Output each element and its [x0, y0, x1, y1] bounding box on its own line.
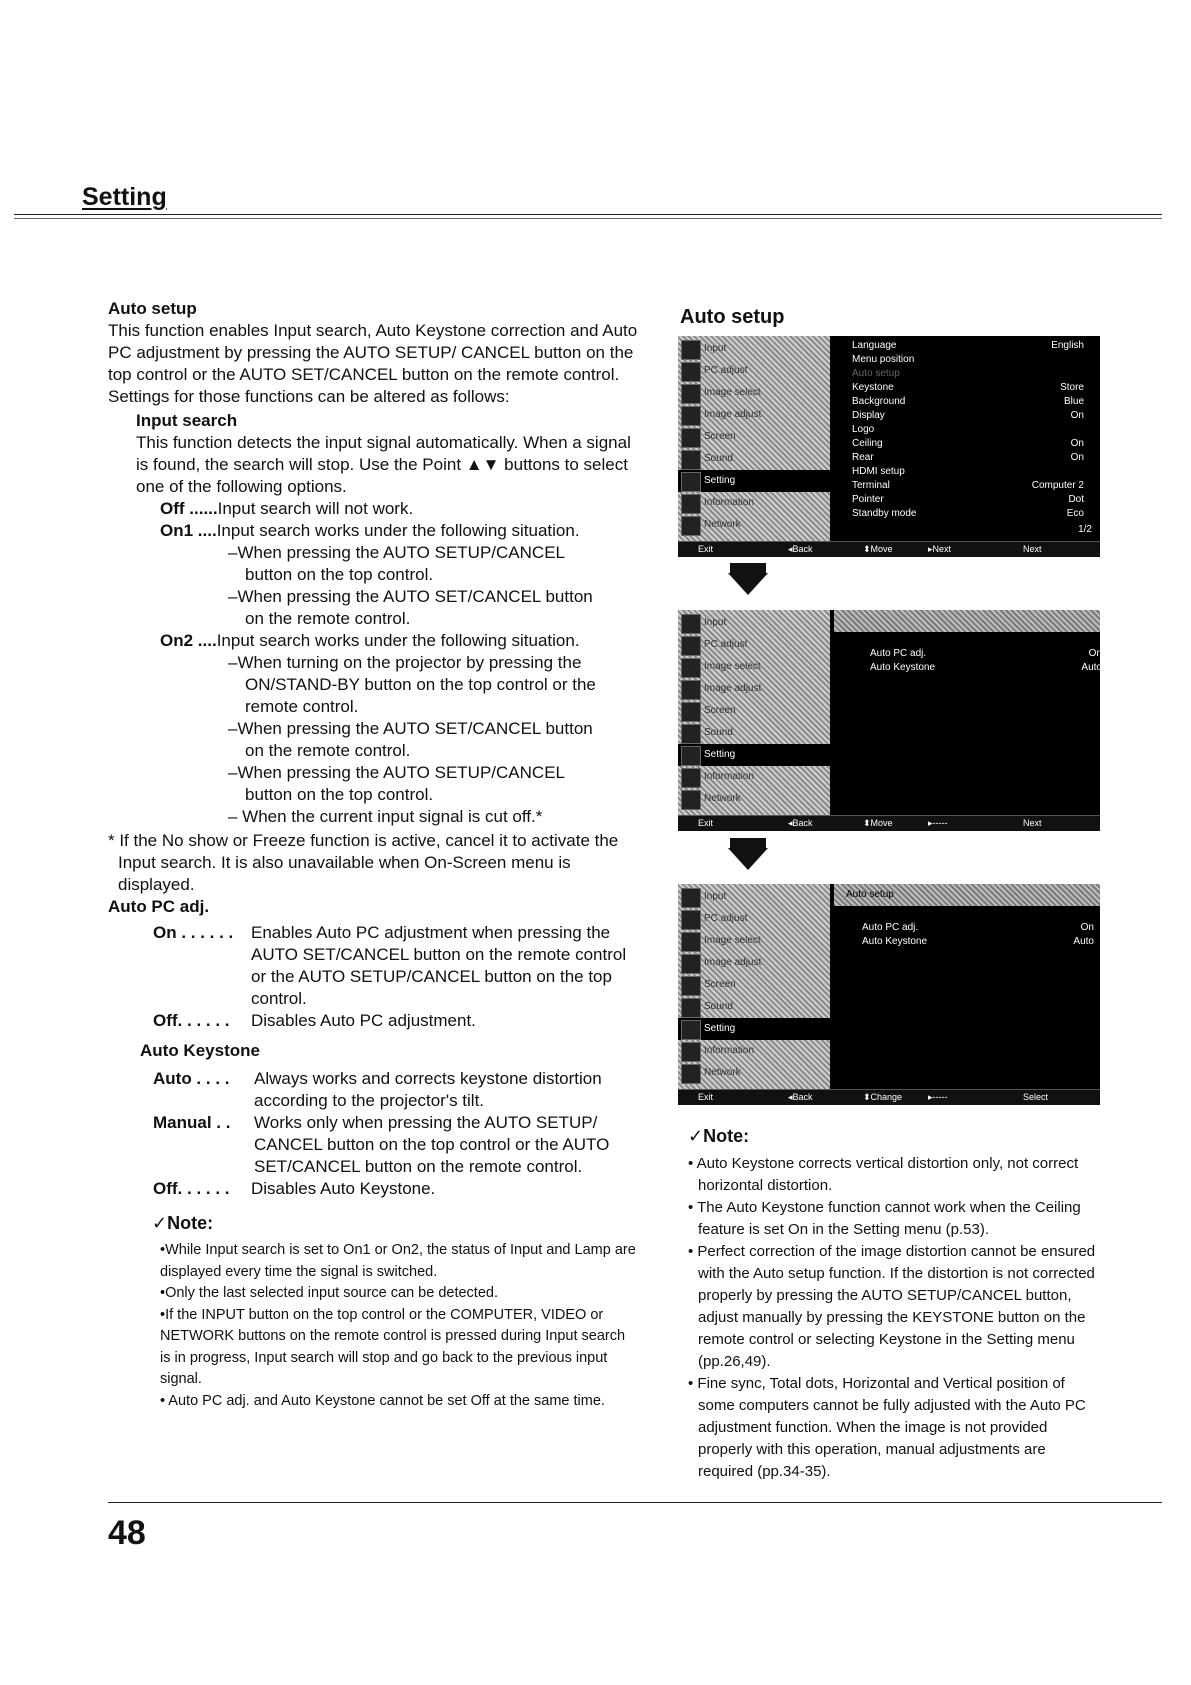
- osd1-menu-item: PC adjust: [678, 360, 830, 382]
- option-on2: [108, 630, 638, 652]
- input-icon: [681, 888, 701, 908]
- osd2-bar: Exit ◂Back ⬍Move ▸----- Next: [678, 815, 1100, 831]
- osd-screen-3: [678, 884, 1100, 1105]
- on2-sub-0: –When turning on the projector by pressing the: [228, 653, 582, 672]
- ks-auto-row: [108, 1068, 638, 1112]
- option-on1: [108, 520, 638, 542]
- network-icon: [681, 516, 701, 536]
- pc-adjust-icon: [681, 910, 701, 930]
- left-note-2: •If the INPUT button on the top control or the COMPUTER, VIDEO or NETWORK buttons on the remote control is pressed during Input search is in progress, Input search will stop and go back to the previous input signal.: [160, 1306, 626, 1387]
- osd1-menu: [678, 336, 830, 542]
- information-icon: [681, 768, 701, 788]
- option-on1-key: On1 ....: [160, 521, 217, 540]
- screen-icon: [681, 428, 701, 448]
- sound-icon: [681, 998, 701, 1018]
- osd3-menu: Input PC adjust Image select Image adjust Screen Sound Setting Information Network: [678, 884, 830, 1090]
- auto-setup-body: This function enables Input search, Auto Keystone correction and Auto PC adjustment by pressing the AUTO SETUP/ CANCEL button on the top control or the AUTO SET/CANCEL button on the remote control. Settings for those functions can be altered as follows:: [108, 321, 638, 406]
- osd1-menu-item: Image adjust: [678, 404, 830, 426]
- right-note-1: • The Auto Keystone function cannot work when the Ceiling feature is set On in the Setting menu (p.53).: [688, 1199, 1081, 1238]
- setting-icon: [681, 472, 701, 492]
- ks-off-row: [108, 1178, 638, 1200]
- setting-icon: [681, 746, 701, 766]
- bottom-rule: [108, 1502, 1162, 1503]
- right-note-3: • Fine sync, Total dots, Horizontal and Vertical position of some computers cannot be fully adjusted with the Auto PC adjustment function. When the image is not provided properly with this operation, manual adjustments are required (pp.34-35).: [688, 1375, 1086, 1480]
- setting-icon: [681, 1020, 701, 1040]
- option-off: [108, 498, 638, 520]
- left-note-3: • Auto PC adj. and Auto Keystone cannot be set Off at the same time.: [160, 1392, 605, 1409]
- on2-sub-4: on the remote control.: [245, 741, 411, 760]
- osd1-bar: Exit ◂Back ⬍Move ▸Next Next: [678, 541, 1100, 557]
- osd1-menu-item: Input: [678, 338, 830, 360]
- osd2-menu: Input PC adjust Image select Image adjust Screen Sound Setting Information Network: [678, 610, 830, 816]
- sound-icon: [681, 724, 701, 744]
- osd1-panel: Language English Menu position Auto setup Keystone Store Background Blue Display On Logo Ceiling On Rear On HDMI setup Terminal Computer 2 Pointer Dot Standby mode Eco 1/2: [834, 336, 1100, 542]
- information-icon: [681, 1042, 701, 1062]
- ks-off-value: Disables Auto Keystone.: [251, 1179, 436, 1198]
- on1-sub-0: –When pressing the AUTO SETUP/CANCEL: [228, 543, 565, 562]
- right-note-0: • Auto Keystone corrects vertical distortion only, not correct horizontal distortion.: [688, 1155, 1079, 1194]
- network-icon: [681, 1064, 701, 1084]
- on2-sub-1: ON/STAND-BY button on the top control or the: [245, 675, 596, 694]
- image-select-icon: [681, 384, 701, 404]
- option-on1-value: Input search works under the following situation.: [216, 521, 580, 540]
- auto-pc-heading: Auto PC adj.: [108, 897, 210, 916]
- on2-sub-5: –When pressing the AUTO SETUP/CANCEL: [228, 763, 565, 782]
- osd-screen-1: [678, 336, 1100, 557]
- page-number: 48: [108, 1514, 146, 1552]
- input-search-heading: Input search: [136, 411, 238, 430]
- osd1-menu-item: Information: [678, 492, 830, 514]
- right-note: [688, 1125, 1098, 1483]
- down-arrow-2: [728, 838, 768, 870]
- on1-sub-3: on the remote control.: [245, 609, 411, 628]
- right-note-title: ✓Note:: [688, 1126, 750, 1146]
- on2-sub-3: –When pressing the AUTO SET/CANCEL button: [228, 719, 593, 738]
- osd1-menu-item: Screen: [678, 426, 830, 448]
- top-rule: [14, 214, 1162, 215]
- osd1-menu-item: Image select: [678, 382, 830, 404]
- osd2-header: [834, 610, 1100, 632]
- pc-adjust-icon: [681, 636, 701, 656]
- osd1-menu-item-selected: Setting: [678, 470, 830, 492]
- option-off-key: Off ......: [160, 499, 218, 518]
- pc-on-key: On . . . . . .: [153, 923, 234, 942]
- input-search-body: This function detects the input signal automatically. When a signal is found, the search will stop. Use the Point ▲▼ buttons to select one of the following options.: [136, 433, 631, 496]
- osd-screen-2: [678, 610, 1100, 831]
- osd1-page: 1/2: [1078, 524, 1092, 535]
- ks-manual-value: Works only when pressing the AUTO SETUP/ CANCEL button on the top control or the AUTO SET/CANCEL button on the remote control.: [254, 1113, 610, 1176]
- footnote: * If the No show or Freeze function is active, cancel it to activate the Input search. It is also unavailable when On-Screen menu is displayed.: [108, 831, 619, 894]
- left-note-title: ✓Note:: [152, 1213, 214, 1233]
- pc-on-value: Enables Auto PC adjustment when pressing the AUTO SET/CANCEL button on the remote control or the AUTO SETUP/CANCEL button on the top control.: [251, 923, 627, 1008]
- option-off-value: Input search will not work.: [217, 499, 414, 518]
- ks-manual-key: Manual . .: [153, 1113, 231, 1132]
- pc-off-row: [108, 1010, 638, 1032]
- osd1-menu-item: Network: [678, 514, 830, 536]
- ks-auto-key: Auto . . . .: [153, 1069, 230, 1088]
- pc-adjust-icon: [681, 362, 701, 382]
- image-select-icon: [681, 658, 701, 678]
- information-icon: [681, 494, 701, 514]
- on2-sub-6: button on the top control.: [245, 785, 434, 804]
- image-select-icon: [681, 932, 701, 952]
- osd1-menu-item: Sound: [678, 448, 830, 470]
- osd3-header: Auto setup: [834, 884, 1100, 906]
- sound-icon: [681, 450, 701, 470]
- right-title: Auto setup: [680, 306, 785, 328]
- auto-keystone-heading: Auto Keystone: [140, 1041, 260, 1060]
- auto-setup-heading: Auto setup: [108, 299, 197, 318]
- right-note-2: • Perfect correction of the image distortion cannot be ensured with the Auto setup function. If the distortion is not corrected properly by pressing the AUTO SETUP/CANCEL button, adjust manually by pressing the KEYSTONE button on the remote control or selecting Keystone in the Setting menu (pp.26,49).: [688, 1243, 1096, 1370]
- osd2-panel: Auto PC adj. On Auto Keystone Auto: [834, 610, 1100, 816]
- on2-sub-7: – When the current input signal is cut off.*: [228, 807, 543, 826]
- image-adjust-icon: [681, 406, 701, 426]
- down-arrow-1: [728, 563, 768, 595]
- ks-off-key: Off. . . . . .: [153, 1179, 230, 1198]
- screen-icon: [681, 976, 701, 996]
- pc-on-row: [108, 922, 638, 1010]
- image-adjust-icon: [681, 680, 701, 700]
- on1-sub-2: –When pressing the AUTO SET/CANCEL button: [228, 587, 593, 606]
- input-icon: [681, 614, 701, 634]
- screen-icon: [681, 702, 701, 722]
- top-rule-thin: [14, 218, 1162, 219]
- image-adjust-icon: [681, 954, 701, 974]
- section-title: Setting: [82, 183, 167, 211]
- ks-auto-value: Always works and corrects keystone distortion according to the projector's tilt.: [254, 1069, 602, 1110]
- osd3-bar: Exit ◂Back ⬍Change ▸----- Select: [678, 1089, 1100, 1105]
- osd3-panel: Auto setup Auto PC adj. On Auto Keystone Auto: [834, 884, 1100, 1090]
- network-icon: [681, 790, 701, 810]
- input-icon: [681, 340, 701, 360]
- on2-sub-2: remote control.: [245, 697, 359, 716]
- left-note-1: •Only the last selected input source can be detected.: [160, 1285, 498, 1301]
- on1-sub-1: button on the top control.: [245, 565, 434, 584]
- option-on2-key: On2 ....: [160, 631, 217, 650]
- left-note-0: •While Input search is set to On1 or On2, the status of Input and Lamp are displayed every time the signal is switched.: [160, 1242, 636, 1280]
- pc-off-key: Off. . . . . .: [153, 1011, 230, 1030]
- pc-off-value: Disables Auto PC adjustment.: [251, 1011, 476, 1030]
- ks-manual-row: [108, 1112, 638, 1178]
- option-on2-value: Input search works under the following situation.: [216, 631, 580, 650]
- left-column: [108, 298, 638, 1412]
